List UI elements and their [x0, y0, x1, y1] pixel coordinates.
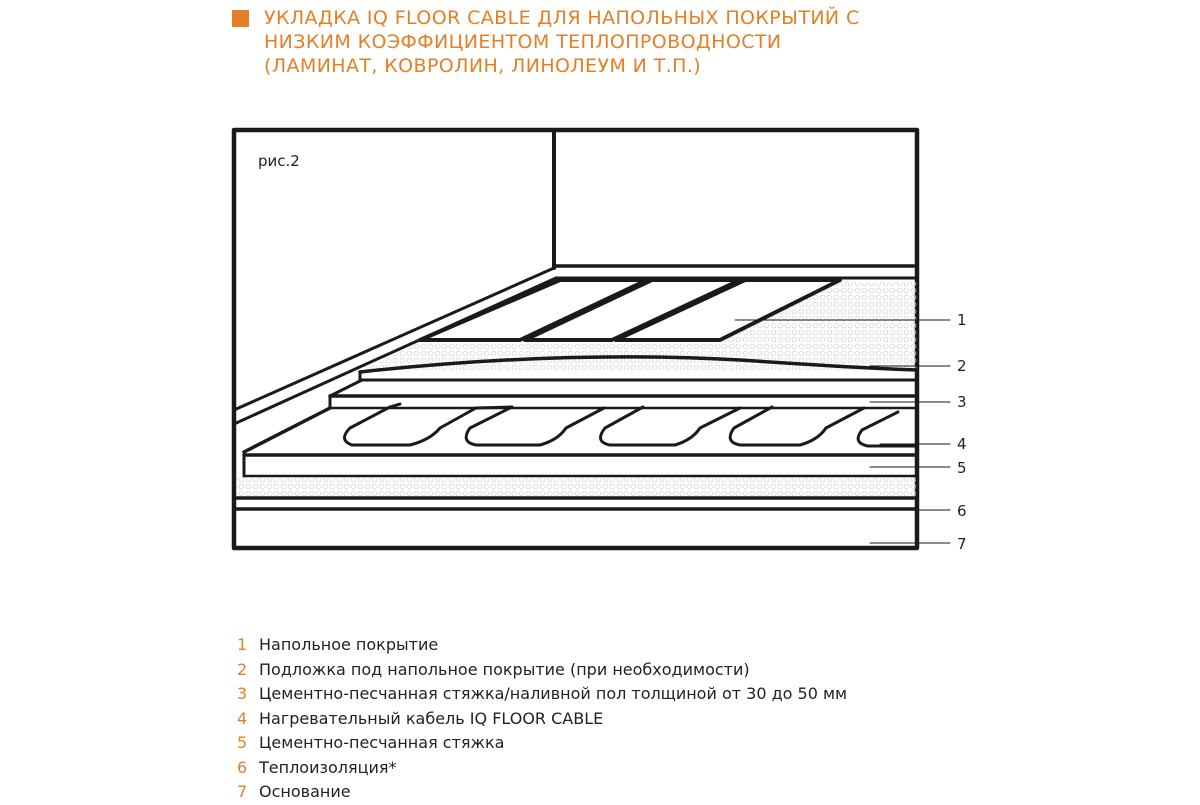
legend-item — [237, 682, 847, 707]
screed-slope — [330, 380, 362, 396]
title-line-3: (ЛАМИНАТ, КОВРОЛИН, ЛИНОЛЕУМ И Т.П.) — [264, 55, 702, 77]
figure-label: рис.2 — [258, 152, 300, 170]
legend-number: 1 — [237, 635, 248, 654]
title-line-1: УКЛАДКА IQ FLOOR CABLE ДЛЯ НАПОЛЬНЫХ ПОКРЫТИЙ С — [264, 7, 860, 29]
legend-text: Цементно-песчанная стяжка/наливной пол толщиной от 30 до 50 мм — [259, 684, 848, 703]
legend-item — [237, 633, 847, 658]
legend-number: 7 — [237, 782, 248, 801]
heating-cable — [344, 404, 917, 446]
legend-item — [237, 756, 847, 781]
legend-item — [237, 707, 847, 732]
legend-text: Цементно-песчанная стяжка — [259, 733, 505, 752]
callout-3: 3 — [957, 393, 967, 411]
legend-number: 4 — [237, 708, 248, 728]
legend-item — [237, 731, 847, 756]
legend — [237, 633, 847, 805]
legend-text: Теплоизоляция* — [259, 757, 397, 777]
legend-number: 2 — [237, 659, 248, 679]
callout-6: 6 — [957, 502, 967, 520]
legend-text: Нагревательный кабель IQ FLOOR CABLE — [259, 708, 604, 728]
callout-numbers — [957, 311, 967, 553]
legend-text: Напольное покрытие — [259, 635, 439, 654]
legend-item — [237, 780, 847, 805]
callout-4: 4 — [957, 435, 967, 453]
layer-insulation — [236, 478, 916, 498]
callout-1: 1 — [957, 311, 967, 329]
title-line-2: НИЗКИМ КОЭФФИЦИЕНТОМ ТЕПЛОПРОВОДНОСТИ — [264, 31, 782, 53]
legend-text: Подложка под напольное покрытие (при необходимости) — [259, 659, 750, 679]
legend-number: 6 — [237, 757, 248, 777]
legend-number: 3 — [237, 684, 248, 703]
legend-item — [237, 658, 847, 683]
legend-text: Основание — [259, 782, 351, 801]
callout-5: 5 — [957, 459, 967, 477]
legend-number: 5 — [237, 733, 248, 752]
callout-7: 7 — [957, 535, 967, 553]
callout-2: 2 — [957, 357, 967, 375]
